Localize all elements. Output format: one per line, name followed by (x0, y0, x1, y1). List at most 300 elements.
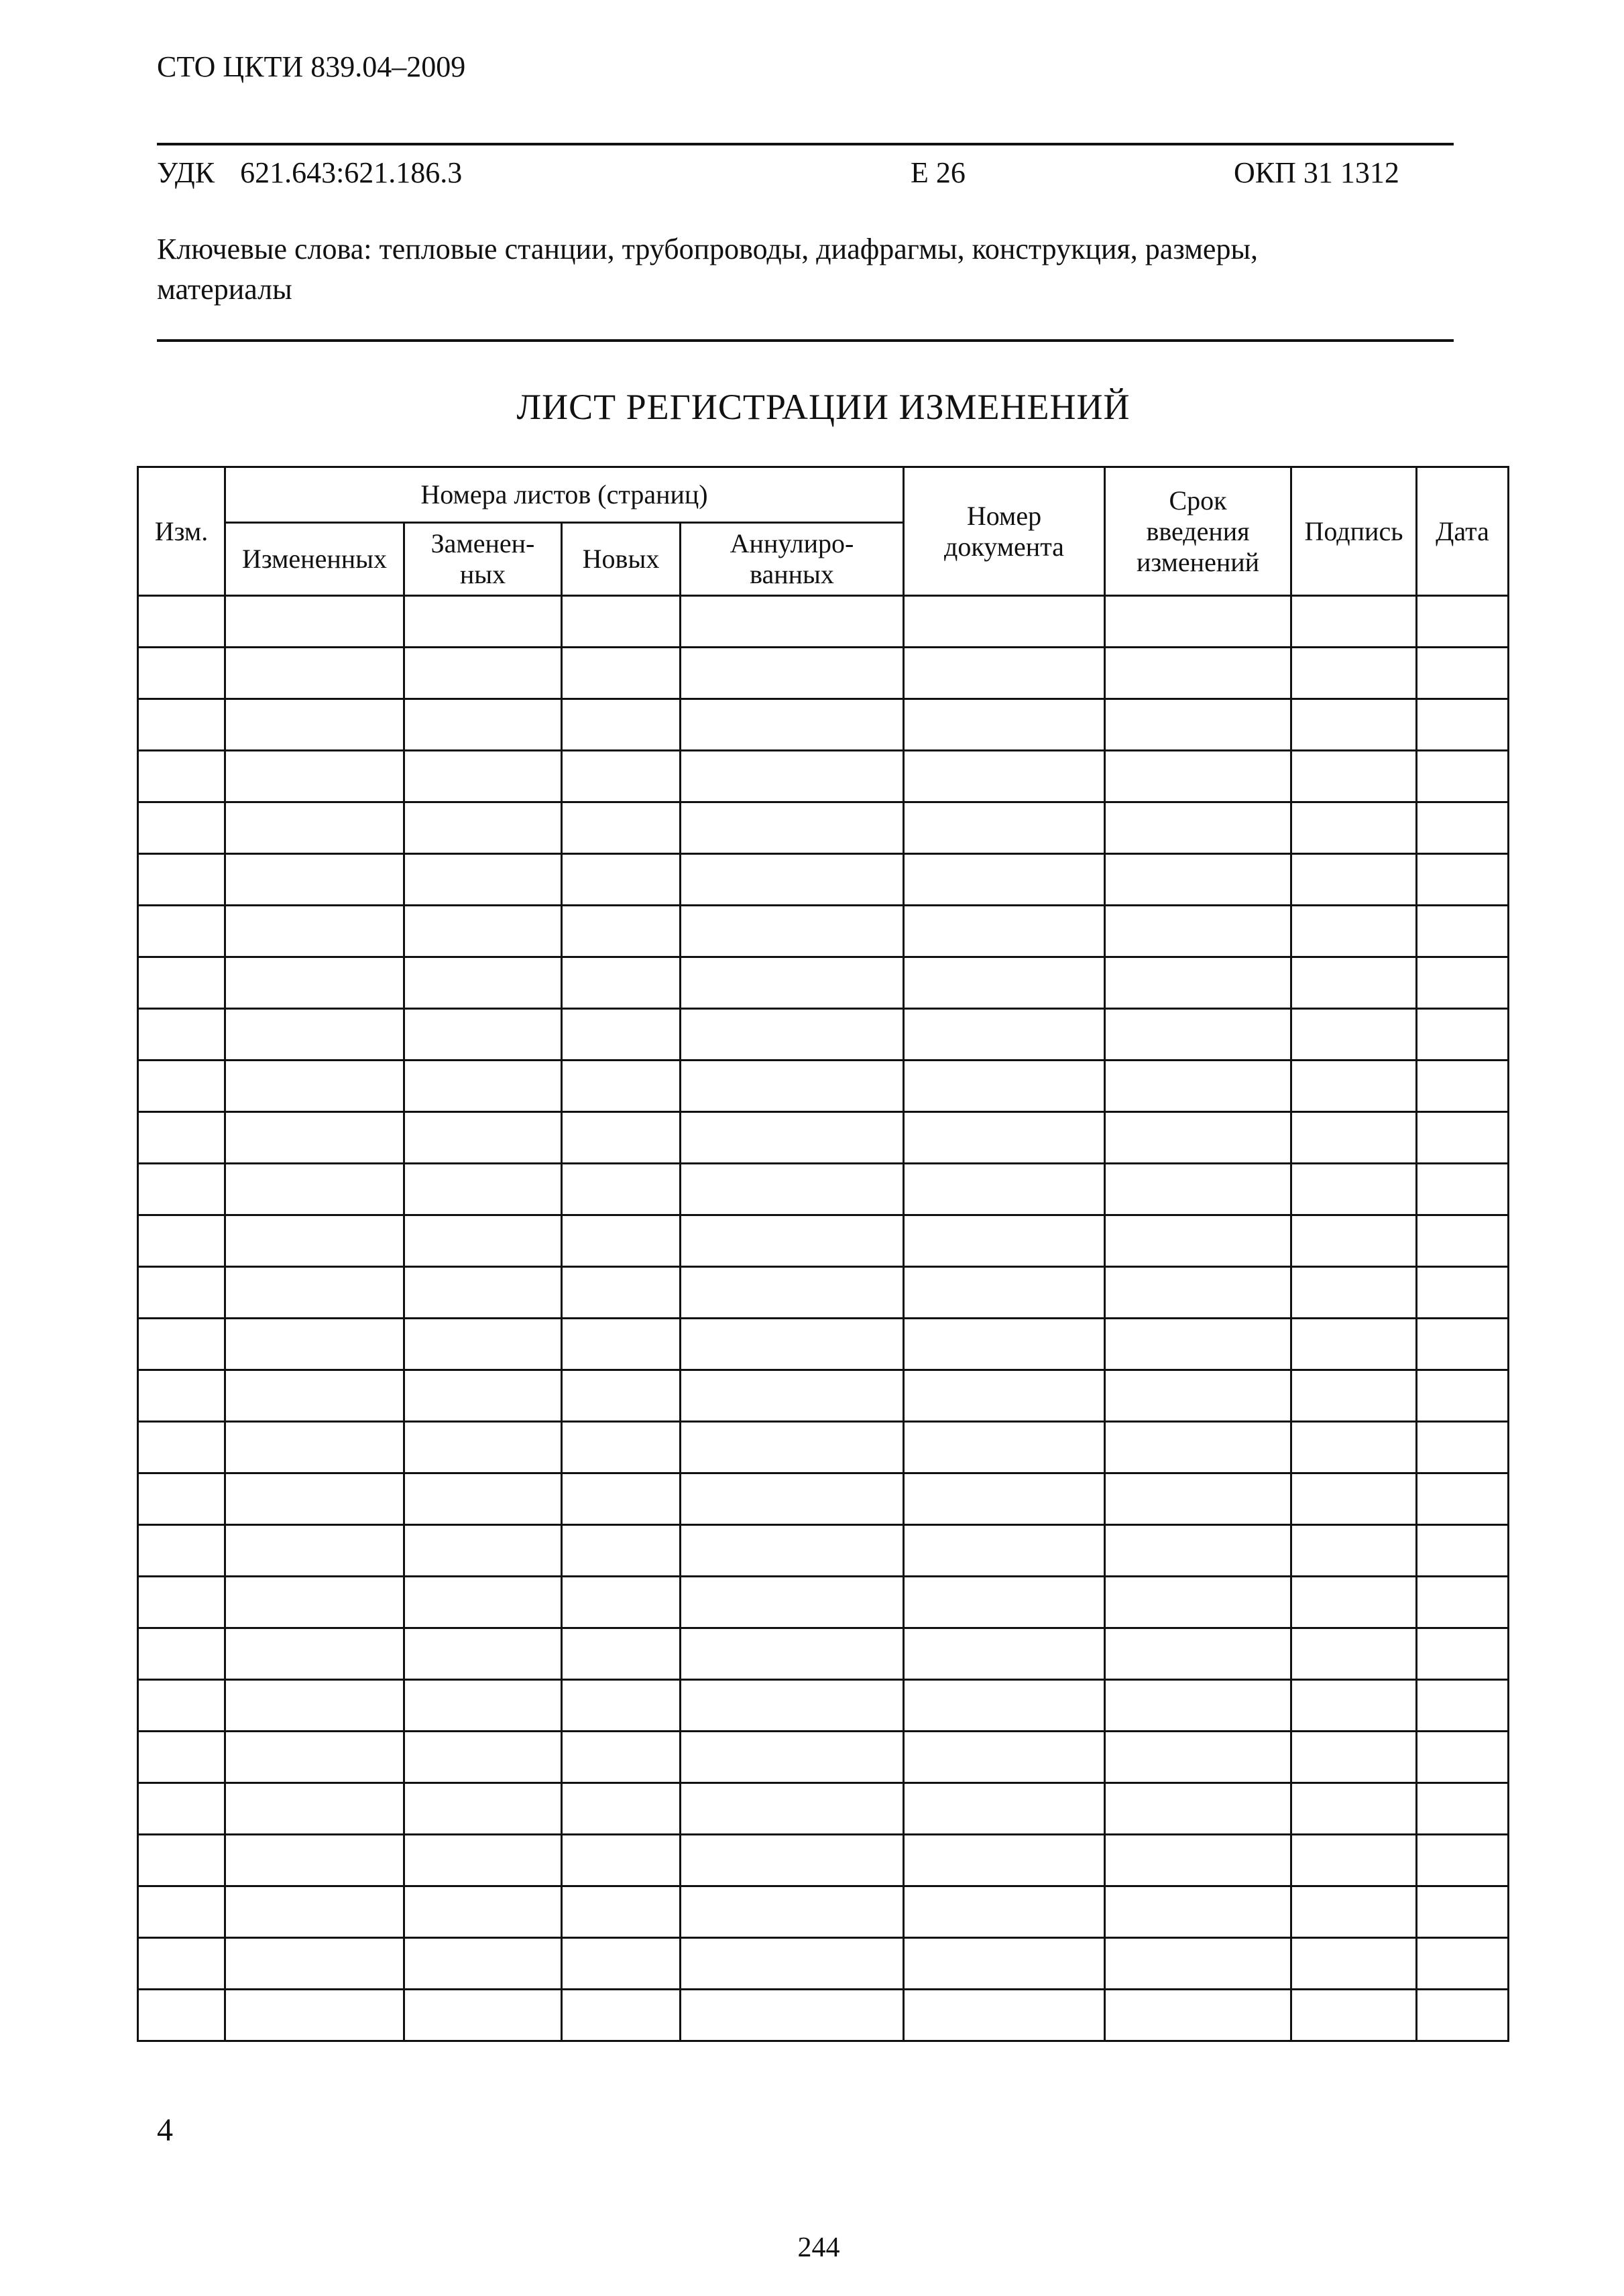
table-cell (562, 1628, 681, 1680)
table-row (138, 596, 1509, 648)
table-cell (904, 1370, 1105, 1422)
table-cell (904, 1525, 1105, 1577)
table-cell (138, 1938, 225, 1990)
table-cell (404, 699, 562, 751)
table-cell (562, 596, 681, 648)
table-cell (1291, 1009, 1417, 1061)
table-cell (1105, 1215, 1291, 1267)
table-row (138, 1473, 1509, 1525)
document-page-number: 244 (797, 2232, 840, 2263)
udk-label: УДК (157, 156, 215, 189)
table-cell (404, 1009, 562, 1061)
table-cell (562, 1886, 681, 1938)
table-cell (904, 957, 1105, 1009)
table-cell (1291, 1319, 1417, 1370)
table-cell (904, 751, 1105, 802)
table-cell (138, 1628, 225, 1680)
table-cell (138, 1422, 225, 1473)
table-cell (1417, 1009, 1509, 1061)
table-cell (681, 1370, 904, 1422)
table-cell (138, 1164, 225, 1215)
table-cell (404, 1215, 562, 1267)
table-row (138, 957, 1509, 1009)
table-cell (1291, 1164, 1417, 1215)
table-cell (904, 1267, 1105, 1319)
change-registration-table (137, 466, 1509, 2042)
table-cell (681, 699, 904, 751)
table-cell (681, 1835, 904, 1886)
header-replaced-line-1: Заменен- (430, 528, 535, 558)
table-cell (681, 1525, 904, 1577)
table-cell (904, 699, 1105, 751)
table-cell (681, 1009, 904, 1061)
table-cell (681, 906, 904, 957)
table-cell (904, 1680, 1105, 1732)
table-cell (1291, 957, 1417, 1009)
table-cell (138, 906, 225, 957)
table-cell (1105, 1009, 1291, 1061)
table-row (138, 802, 1509, 854)
table-cell (138, 1112, 225, 1164)
table-cell (904, 854, 1105, 906)
table-cell (681, 1112, 904, 1164)
table-cell (904, 1990, 1105, 2041)
header-doc-number-line-2: документа (944, 531, 1064, 562)
table-cell (404, 906, 562, 957)
table-cell (904, 1061, 1105, 1112)
table-cell (904, 1835, 1105, 1886)
udk-group (157, 153, 462, 193)
table-row (138, 1009, 1509, 1061)
table-cell (404, 1680, 562, 1732)
keywords-block (157, 229, 1454, 310)
table-cell (904, 596, 1105, 648)
table-cell (1105, 957, 1291, 1009)
table-cell (225, 957, 404, 1009)
table-cell (138, 1525, 225, 1577)
table-cell (225, 751, 404, 802)
header-annulled-line-2: ванных (750, 559, 834, 589)
table-cell (1105, 1783, 1291, 1835)
table-cell (1291, 751, 1417, 802)
table-cell (904, 1938, 1105, 1990)
table-cell (138, 1370, 225, 1422)
table-cell (138, 1835, 225, 1886)
table-cell (562, 854, 681, 906)
table-cell (1105, 1577, 1291, 1628)
table-cell (1105, 802, 1291, 854)
table-cell (904, 1164, 1105, 1215)
table-cell (225, 1938, 404, 1990)
table-cell (562, 648, 681, 699)
table-cell (1417, 957, 1509, 1009)
table-cell (404, 1783, 562, 1835)
table-cell (1417, 1628, 1509, 1680)
table-cell (904, 906, 1105, 957)
table-cell (904, 1473, 1105, 1525)
section-page-number: 4 (157, 2112, 173, 2148)
table-cell (404, 1164, 562, 1215)
table-cell (404, 751, 562, 802)
classification-row (157, 153, 1454, 193)
table-cell (681, 802, 904, 854)
table-cell (225, 596, 404, 648)
table-row (138, 1938, 1509, 1990)
table-cell (562, 1319, 681, 1370)
table-cell (1291, 1422, 1417, 1473)
table-cell (138, 1783, 225, 1835)
table-cell (1105, 1422, 1291, 1473)
table-cell (1417, 1783, 1509, 1835)
table-row (138, 1319, 1509, 1370)
table-cell (1417, 1422, 1509, 1473)
table-cell (904, 802, 1105, 854)
table-cell (138, 1680, 225, 1732)
table-cell (904, 1732, 1105, 1783)
table-cell (225, 1061, 404, 1112)
table-cell (1291, 802, 1417, 854)
table-cell (562, 1990, 681, 2041)
table-cell (1291, 1835, 1417, 1886)
table-cell (1105, 1370, 1291, 1422)
table-row (138, 1370, 1509, 1422)
table-cell (1291, 699, 1417, 751)
table-cell (138, 1267, 225, 1319)
header-new: Новых (562, 523, 681, 596)
table-cell (1105, 906, 1291, 957)
table-row (138, 1990, 1509, 2041)
table-cell (562, 1422, 681, 1473)
table-cell (1291, 1112, 1417, 1164)
header-signature: Подпись (1291, 467, 1417, 596)
header-izm: Изм. (138, 467, 225, 596)
table-cell (404, 1370, 562, 1422)
table-cell (1417, 648, 1509, 699)
table-cell (562, 699, 681, 751)
table-body (138, 596, 1509, 2041)
table-row (138, 854, 1509, 906)
table-cell (1417, 699, 1509, 751)
table-cell (225, 802, 404, 854)
standard-code: СТО ЦКТИ 839.04–2009 (157, 50, 466, 83)
table-cell (1417, 906, 1509, 957)
table-cell (225, 1835, 404, 1886)
table-cell (1291, 648, 1417, 699)
table-cell (404, 1732, 562, 1783)
table-cell (562, 1164, 681, 1215)
table-cell (1417, 1319, 1509, 1370)
keywords-line-2: материалы (157, 273, 292, 306)
table-cell (681, 1628, 904, 1680)
table-row (138, 1215, 1509, 1267)
table-cell (904, 1577, 1105, 1628)
table-cell (1417, 1835, 1509, 1886)
table-row (138, 906, 1509, 957)
table-cell (562, 1525, 681, 1577)
table-cell (1105, 1164, 1291, 1215)
table-cell (1291, 854, 1417, 906)
header-rule-bottom (157, 339, 1454, 342)
udk-value: 621.643:621.186.3 (240, 156, 463, 189)
table-cell (1105, 1628, 1291, 1680)
header-term-line-1: Срок (1169, 485, 1227, 516)
table-cell (1291, 906, 1417, 957)
table-cell (1417, 1577, 1509, 1628)
table-row (138, 1628, 1509, 1680)
table-cell (1105, 1886, 1291, 1938)
table-cell (681, 1732, 904, 1783)
table-cell (904, 1628, 1105, 1680)
table-row (138, 699, 1509, 751)
table-cell (225, 1628, 404, 1680)
table-cell (138, 802, 225, 854)
table-cell (404, 1628, 562, 1680)
table-row (138, 1732, 1509, 1783)
table-cell (1105, 751, 1291, 802)
table-cell (138, 1061, 225, 1112)
table-cell (404, 1886, 562, 1938)
table-cell (1105, 1835, 1291, 1886)
table-cell (138, 854, 225, 906)
table-cell (404, 1422, 562, 1473)
table-cell (225, 1370, 404, 1422)
table-cell (904, 1886, 1105, 1938)
table-row (138, 751, 1509, 802)
table-cell (225, 1525, 404, 1577)
table-cell (138, 751, 225, 802)
table-cell (1105, 1319, 1291, 1370)
table-cell (681, 751, 904, 802)
table-cell (681, 1577, 904, 1628)
table-cell (225, 1267, 404, 1319)
table-cell (225, 1164, 404, 1215)
table-cell (681, 1473, 904, 1525)
header-doc-number (904, 467, 1105, 596)
table-cell (225, 1577, 404, 1628)
table-row (138, 1783, 1509, 1835)
table-cell (138, 1009, 225, 1061)
table-cell (404, 1061, 562, 1112)
table-cell (225, 1112, 404, 1164)
table-cell (1291, 596, 1417, 648)
table-cell (681, 1267, 904, 1319)
table-row (138, 1680, 1509, 1732)
table-cell (1105, 699, 1291, 751)
table-cell (681, 1319, 904, 1370)
table-cell (904, 1422, 1105, 1473)
table-cell (904, 1319, 1105, 1370)
table-cell (681, 1886, 904, 1938)
table-cell (1105, 1990, 1291, 2041)
header-replaced-line-2: ных (459, 559, 506, 589)
table-cell (225, 1215, 404, 1267)
table-cell (562, 751, 681, 802)
table-cell (1417, 1525, 1509, 1577)
classification-code: Е 26 (911, 156, 966, 189)
table-cell (562, 1732, 681, 1783)
table-cell (1291, 1886, 1417, 1938)
table-cell (1291, 1783, 1417, 1835)
header-annulled-line-1: Аннулиро- (730, 528, 854, 558)
table-cell (404, 1938, 562, 1990)
keywords-line-1: Ключевые слова: тепловые станции, трубопроводы, диафрагмы, конструкция, размеры, (157, 233, 1259, 265)
table-cell (225, 1422, 404, 1473)
table-cell (1417, 751, 1509, 802)
table-cell (138, 1732, 225, 1783)
table-cell (404, 1990, 562, 2041)
table-row (138, 648, 1509, 699)
table-cell (562, 906, 681, 957)
table-cell (225, 648, 404, 699)
table-cell (1417, 1732, 1509, 1783)
header-doc-number-line-1: Номер (966, 500, 1042, 531)
table-header-row-1 (138, 467, 1509, 523)
table-cell (904, 1112, 1105, 1164)
table-cell (1105, 1061, 1291, 1112)
table-cell (404, 1473, 562, 1525)
table-cell (138, 1886, 225, 1938)
table-row (138, 1164, 1509, 1215)
table-cell (681, 596, 904, 648)
table-cell (562, 1112, 681, 1164)
table-cell (681, 957, 904, 1009)
table-cell (1417, 1215, 1509, 1267)
table-cell (138, 596, 225, 648)
table-cell (1291, 1990, 1417, 2041)
table-cell (562, 1370, 681, 1422)
table-cell (904, 1009, 1105, 1061)
table-cell (562, 1577, 681, 1628)
header-changed: Измененных (225, 523, 404, 596)
table-cell (404, 596, 562, 648)
table-cell (1105, 596, 1291, 648)
table-row (138, 1267, 1509, 1319)
table-cell (1105, 648, 1291, 699)
table-cell (681, 1215, 904, 1267)
table-cell (404, 1835, 562, 1886)
header-sheet-numbers: Номера листов (страниц) (225, 467, 904, 523)
table-cell (562, 1473, 681, 1525)
table-cell (681, 1422, 904, 1473)
table-cell (904, 1783, 1105, 1835)
table-cell (225, 1680, 404, 1732)
table-cell (904, 1215, 1105, 1267)
table-cell (562, 1783, 681, 1835)
table-cell (225, 1009, 404, 1061)
header-term (1105, 467, 1291, 596)
table-cell (225, 906, 404, 957)
table-row (138, 1886, 1509, 1938)
table-cell (138, 648, 225, 699)
table-cell (1291, 1577, 1417, 1628)
table-cell (1291, 1525, 1417, 1577)
table-cell (1291, 1473, 1417, 1525)
table-cell (562, 1835, 681, 1886)
table-cell (1105, 1732, 1291, 1783)
table-cell (1417, 596, 1509, 648)
table-cell (1417, 802, 1509, 854)
table-cell (225, 1319, 404, 1370)
table-cell (681, 1164, 904, 1215)
table-cell (904, 648, 1105, 699)
table-row (138, 1112, 1509, 1164)
table-row (138, 1577, 1509, 1628)
table-cell (562, 1938, 681, 1990)
table-cell (225, 854, 404, 906)
table-cell (1417, 1990, 1509, 2041)
table-cell (1105, 1267, 1291, 1319)
table-cell (681, 1061, 904, 1112)
table-cell (1105, 1525, 1291, 1577)
table-cell (1105, 1473, 1291, 1525)
table-cell (404, 1577, 562, 1628)
table-cell (1291, 1680, 1417, 1732)
header-rule-top (157, 143, 1454, 145)
table-cell (1417, 1164, 1509, 1215)
table-cell (562, 1215, 681, 1267)
header-term-line-2: введения (1146, 516, 1250, 546)
table-cell (1291, 1370, 1417, 1422)
table-row (138, 1422, 1509, 1473)
table-row (138, 1525, 1509, 1577)
page-title: ЛИСТ РЕГИСТРАЦИИ ИЗМЕНЕНИЙ (516, 387, 1130, 427)
table-cell (681, 648, 904, 699)
table-cell (1291, 1267, 1417, 1319)
table-cell (1417, 1112, 1509, 1164)
header-annulled (681, 523, 904, 596)
header-term-line-3: изменений (1136, 546, 1260, 577)
table-cell (404, 957, 562, 1009)
table-cell (225, 1732, 404, 1783)
table-cell (562, 1680, 681, 1732)
table-cell (138, 1473, 225, 1525)
table-cell (562, 1061, 681, 1112)
table-cell (404, 802, 562, 854)
table-cell (681, 1680, 904, 1732)
table-cell (138, 1319, 225, 1370)
table-cell (1105, 1680, 1291, 1732)
table-cell (681, 1990, 904, 2041)
table-cell (1417, 1938, 1509, 1990)
table-cell (681, 854, 904, 906)
table-cell (562, 1009, 681, 1061)
table-row (138, 1061, 1509, 1112)
table-cell (1417, 1370, 1509, 1422)
table-cell (404, 1319, 562, 1370)
table-cell (404, 1267, 562, 1319)
table-row (138, 1835, 1509, 1886)
table-cell (225, 1886, 404, 1938)
table-cell (681, 1938, 904, 1990)
table-cell (138, 1215, 225, 1267)
table-cell (1417, 1886, 1509, 1938)
okp-code: ОКП 31 1312 (1234, 156, 1399, 189)
table-cell (1417, 1680, 1509, 1732)
table-cell (225, 1783, 404, 1835)
table-cell (1417, 854, 1509, 906)
table-cell (404, 854, 562, 906)
header-date: Дата (1417, 467, 1509, 596)
table-cell (225, 1990, 404, 2041)
table-cell (562, 957, 681, 1009)
table-cell (1105, 854, 1291, 906)
table-cell (225, 1473, 404, 1525)
table-cell (1291, 1732, 1417, 1783)
table-cell (1105, 1938, 1291, 1990)
table-cell (1291, 1938, 1417, 1990)
table-cell (1417, 1267, 1509, 1319)
table-cell (1105, 1112, 1291, 1164)
